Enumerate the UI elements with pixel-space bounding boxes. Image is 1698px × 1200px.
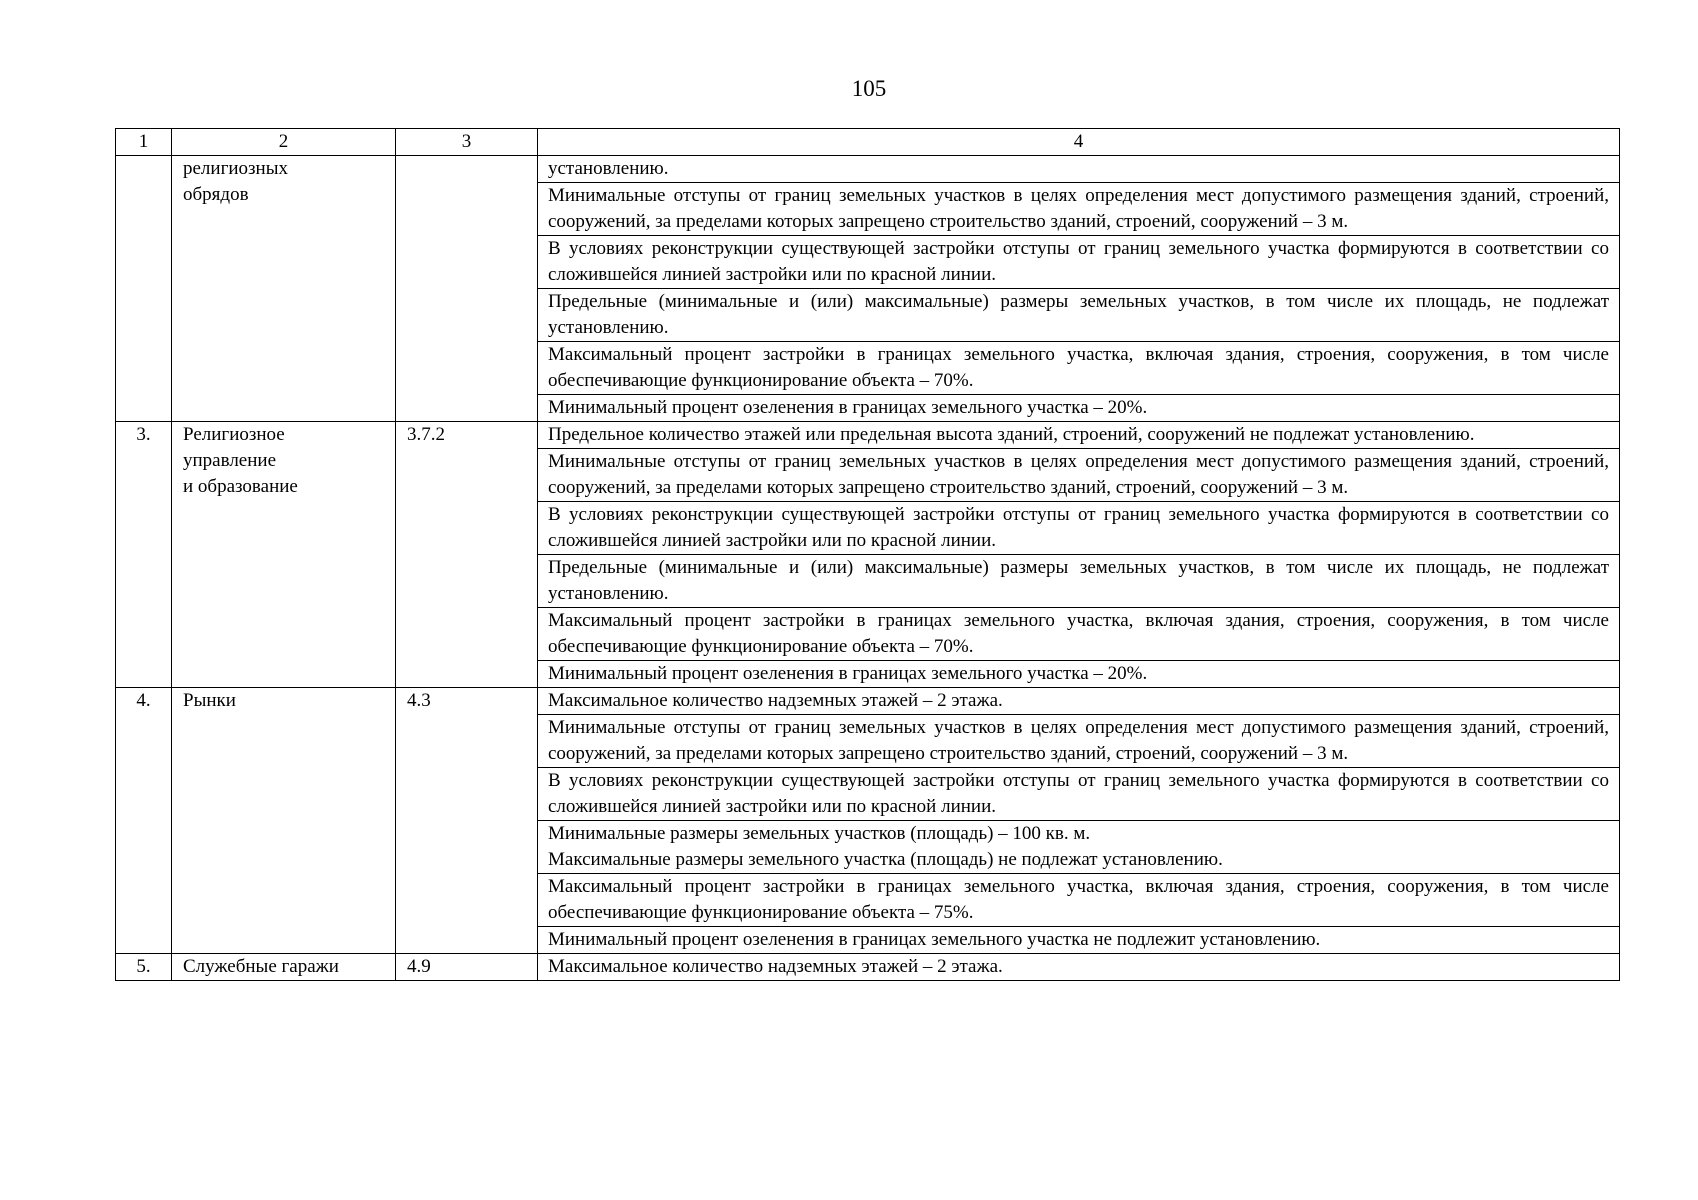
parameter-cell	[538, 342, 1620, 395]
parameter-text: Минимальные отступы от границ земельных участков в целях определения мест допустимого размещения зданий, строений, сооружений, за пределами которых запрещено строительство зданий, строений, сооружений – 3 м.	[548, 185, 1609, 232]
parameter-cell	[538, 608, 1620, 661]
parameter-cell	[538, 927, 1620, 954]
parameter-text: Минимальный процент озеленения в границах земельного участка – 20%.	[548, 397, 1148, 418]
parameter-cell	[538, 422, 1620, 449]
use-type-name-line: религиозных	[183, 158, 288, 179]
use-type-name-cell	[172, 688, 396, 954]
header-cell-4: 4	[538, 129, 1620, 156]
row-number-cell: 4.	[116, 688, 172, 954]
parameter-cell	[538, 183, 1620, 236]
header-cell-1: 1	[116, 129, 172, 156]
parameter-text: установлению.	[548, 158, 669, 179]
header-cell-3: 3	[396, 129, 538, 156]
table-row	[116, 156, 1620, 183]
parameter-cell	[538, 395, 1620, 422]
parameter-text: Предельные (минимальные и (или) максимальные) размеры земельных участков, в том числе их площадь, не подлежат установлению.	[548, 557, 1609, 604]
parameter-cell	[538, 954, 1620, 981]
parameter-cell	[538, 661, 1620, 688]
parameter-text: Минимальные отступы от границ земельных участков в целях определения мест допустимого размещения зданий, строений, сооружений, за пределами которых запрещено строительство зданий, строений, сооружений – 3 м.	[548, 717, 1609, 764]
table-header-row	[116, 129, 1620, 156]
parameter-cell	[538, 555, 1620, 608]
use-type-name-line: Религиозное	[183, 424, 285, 445]
parameter-text: В условиях реконструкции существующей застройки отступы от границ земельного участка формируются в соответствии со сложившейся линией застройки или по красной линии.	[548, 504, 1609, 551]
parameter-cell	[538, 502, 1620, 555]
table-row	[116, 688, 1620, 715]
parameter-text: В условиях реконструкции существующей застройки отступы от границ земельного участка формируются в соответствии со сложившейся линией застройки или по красной линии.	[548, 770, 1609, 817]
parameter-text: Минимальный процент озеленения в границах земельного участка – 20%.	[548, 663, 1148, 684]
parameter-cell	[538, 768, 1620, 821]
use-type-code-cell: 4.3	[396, 688, 538, 954]
parameter-text: Предельное количество этажей или предельная высота зданий, строений, сооружений не подлежат установлению.	[548, 424, 1475, 445]
parameter-cell	[538, 236, 1620, 289]
use-type-name-cell	[172, 156, 396, 422]
parameter-cell	[538, 449, 1620, 502]
parameter-text: Предельные (минимальные и (или) максимальные) размеры земельных участков, в том числе их площадь, не подлежат установлению.	[548, 291, 1609, 338]
regulations-table	[115, 128, 1620, 981]
use-type-name-line: обрядов	[183, 184, 249, 205]
use-type-code-cell: 3.7.2	[396, 422, 538, 688]
use-type-name-cell	[172, 954, 396, 981]
use-type-code-cell	[396, 156, 538, 422]
parameter-cell	[538, 715, 1620, 768]
row-number-cell: 5.	[116, 954, 172, 981]
parameter-text: В условиях реконструкции существующей застройки отступы от границ земельного участка формируются в соответствии со сложившейся линией застройки или по красной линии.	[548, 238, 1609, 285]
parameter-text: Минимальный процент озеленения в границах земельного участка не подлежит установлению.	[548, 929, 1321, 950]
use-type-name-line: и образование	[183, 476, 298, 497]
parameter-cell	[538, 821, 1620, 874]
parameter-text: Максимальное количество надземных этажей – 2 этажа.	[548, 690, 1003, 711]
parameter-cell	[538, 688, 1620, 715]
use-type-name-line: Служебные гаражи	[183, 956, 339, 977]
parameter-text: Максимальные размеры земельного участка (площадь) не подлежат установлению.	[548, 849, 1223, 870]
parameter-text: Максимальное количество надземных этажей – 2 этажа.	[548, 956, 1003, 977]
parameter-text: Максимальный процент застройки в границах земельного участка, включая здания, строения, сооружения, в том числе обеспечивающие функционирование объекта – 75%.	[548, 876, 1609, 923]
page-number: 105	[851, 76, 887, 101]
use-type-code-cell: 4.9	[396, 954, 538, 981]
parameter-text: Минимальные размеры земельных участков (площадь) – 100 кв. м.	[548, 823, 1091, 844]
parameter-text: Максимальный процент застройки в границах земельного участка, включая здания, строения, сооружения, в том числе обеспечивающие функционирование объекта – 70%.	[548, 344, 1609, 391]
use-type-name-line: Рынки	[183, 690, 236, 711]
parameter-cell	[538, 289, 1620, 342]
parameter-cell	[538, 156, 1620, 183]
parameter-text: Максимальный процент застройки в границах земельного участка, включая здания, строения, сооружения, в том числе обеспечивающие функционирование объекта – 70%.	[548, 610, 1609, 657]
use-type-name-cell	[172, 422, 396, 688]
row-number-cell	[116, 156, 172, 422]
use-type-name-line: управление	[183, 450, 277, 471]
parameter-text: Минимальные отступы от границ земельных участков в целях определения мест допустимого размещения зданий, строений, сооружений, за пределами которых запрещено строительство зданий, строений, сооружений – 3 м.	[548, 451, 1609, 498]
row-number-cell: 3.	[116, 422, 172, 688]
table-row	[116, 954, 1620, 981]
parameter-cell	[538, 874, 1620, 927]
header-cell-2: 2	[172, 129, 396, 156]
table-row	[116, 422, 1620, 449]
